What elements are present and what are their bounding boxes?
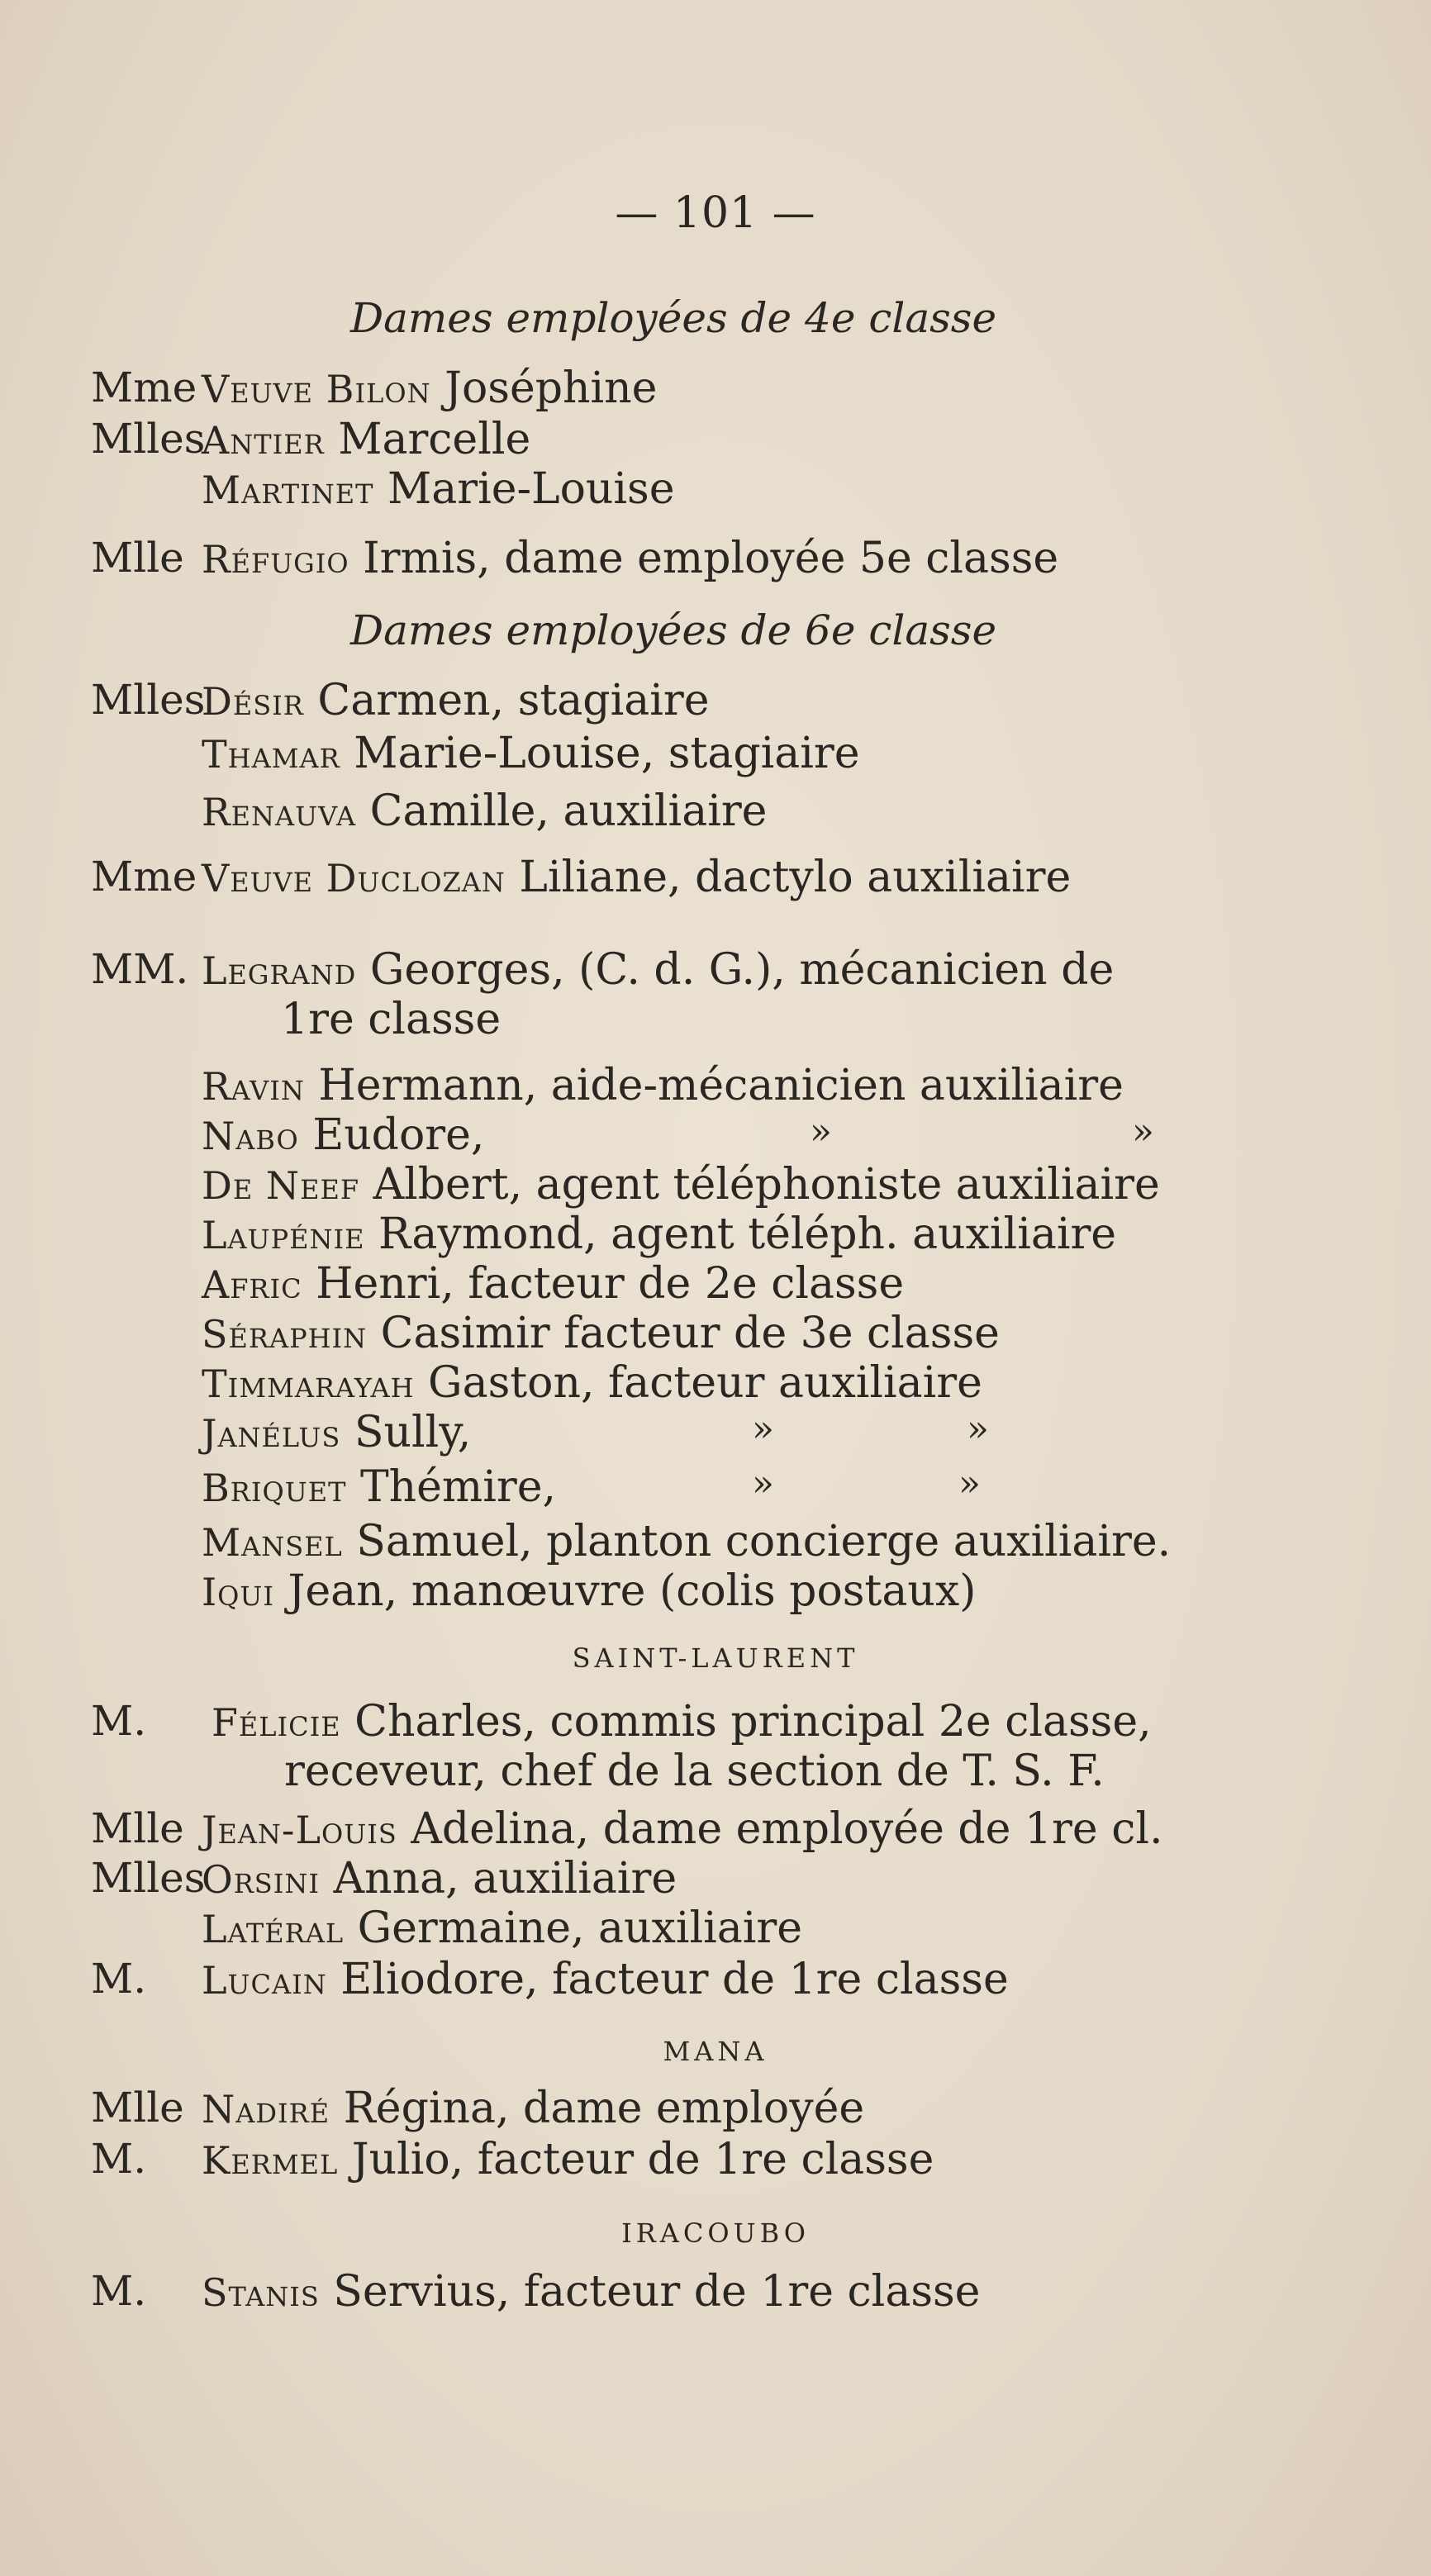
entry-text: Gaston, facteur auxiliaire [414,1358,982,1408]
honorific: Mlle [91,2084,184,2132]
list-item [0,787,1431,838]
list-item [0,1358,1431,1409]
entry-text: Irmis, dame employée 5e classe [349,534,1059,583]
honorific: Mlles [91,676,206,724]
surname: Martinet [202,468,374,512]
honorific: Mme [91,853,197,901]
surname: Veuve Duclozan [202,856,506,901]
honorific: Mlle [91,534,184,582]
list-item [0,676,1431,727]
list-item [0,1259,1431,1310]
entry-text: Marcelle [324,415,531,464]
surname: Thamar [202,732,340,777]
entry-text: Casimir facteur de 3e classe [367,1309,1000,1358]
entry-text: Eudore, [298,1110,485,1160]
surname: Séraphin [202,1312,368,1357]
entry-text: Servius, facteur de 1re classe [319,2267,981,2317]
entry-text: Raymond, agent téléph. auxiliaire [364,1210,1117,1259]
entry-text: Samuel, planton concierge auxiliaire. [342,1517,1172,1566]
list-item [0,1955,1431,2006]
honorific: Mlles [91,415,206,463]
list-item [0,945,1431,996]
surname: Latéral [202,1907,345,1951]
list-item [0,1854,1431,1905]
entry-text: Joséphine [430,364,658,413]
list-item [0,1210,1431,1261]
entry-text: Camille, auxiliaire [356,787,768,836]
list-item [0,1462,1431,1514]
entry-text: Henri, facteur de 2e classe [302,1259,905,1309]
surname: Iqui [202,1570,275,1614]
surname: Désir [202,679,304,724]
surname: Ravin [202,1064,305,1109]
surname: Mansel [202,1520,343,1565]
place-heading-iracoubo: IRACOUBO [621,2217,810,2249]
entry-text: Julio, facteur de 1re classe [338,2135,934,2184]
honorific: M. [91,1955,147,2003]
surname: Félicie [212,1700,341,1745]
honorific: M. [91,2135,147,2183]
entry-text: Jean, manœuvre (colis postaux) [274,1566,977,1616]
entry-text: Eliodore, facteur de 1re classe [326,1955,1009,2004]
entry-text: Marie-Louise, stagiaire [340,729,860,778]
surname: Lucain [202,1958,327,2003]
entry-text: Adelina, dame employée de 1re cl. [397,1804,1163,1854]
list-item-continuation [0,995,1431,1046]
list-item [0,534,1431,585]
entry-continuation: 1re classe [281,995,502,1044]
surname: Janélus [202,1411,341,1456]
list-item [0,1309,1431,1360]
list-item [0,1110,1431,1162]
surname: Briquet [202,1466,347,1510]
entry-text: Anna, auxiliaire [320,1854,677,1903]
surname: Jean-Louis [202,1808,397,1852]
list-item [0,1804,1431,1856]
entry-text: Carmen, stagiaire [303,676,710,725]
list-item [0,1517,1431,1568]
honorific: Mlle [91,1804,184,1852]
surname: De Neef [202,1163,360,1208]
ditto-mark: » [752,1408,774,1450]
list-item [0,364,1431,415]
honorific: Mlles [91,1854,206,1902]
ditto-mark: » [967,1408,989,1450]
entry-text: Georges, (C. d. G.), mécanicien de [356,945,1115,995]
surname: Veuve Bilon [202,367,431,411]
list-item [0,464,1431,516]
surname: Nabo [202,1114,299,1158]
honorific: Mme [91,364,197,411]
entry-text: Charles, commis principal 2e classe, [340,1697,1152,1747]
list-item [0,1408,1431,1459]
surname: Antier [202,418,325,463]
ditto-mark: » [810,1110,832,1153]
list-item [0,1697,1431,1748]
place-heading-mana: MANA [663,2036,768,2067]
entry-text: Régina, dame employée [330,2084,865,2133]
entry-text: Germaine, auxiliaire [344,1903,802,1953]
honorific: M. [91,1697,147,1745]
ditto-mark: » [1132,1110,1154,1153]
section-heading-dames-6e: Dames employées de 6e classe [350,606,997,654]
list-item [0,2084,1431,2135]
surname: Renauva [202,790,357,834]
list-item [0,2267,1431,2318]
list-item [0,1566,1431,1618]
ditto-mark: » [752,1462,774,1504]
entry-text: Sully, [340,1408,472,1457]
entry-text: Albert, agent téléphoniste auxiliaire [359,1160,1160,1210]
section-heading-dames-4e: Dames employées de 4e classe [350,294,997,342]
list-item [0,2135,1431,2186]
entry-text: Liliane, dactylo auxiliaire [505,853,1072,902]
list-item [0,1061,1431,1112]
list-item [0,729,1431,780]
surname: Timmarayah [202,1362,415,1406]
entry-continuation: receveur, chef de la section de T. S. F. [284,1747,1105,1796]
list-item [0,853,1431,904]
honorific: MM. [91,945,189,993]
surname: Laupénie [202,1213,365,1257]
place-heading-saint-laurent: SAINT-LAURENT [572,1642,859,1674]
surname: Stanis [202,2270,320,2315]
page-number: — 101 — [615,188,816,238]
list-item [0,415,1431,466]
list-item-continuation [0,1747,1431,1798]
ditto-mark: » [958,1462,981,1504]
entry-text: Hermann, aide-mécanicien auxiliaire [304,1061,1124,1110]
surname: Réfugio [202,537,349,582]
list-item [0,1160,1431,1211]
surname: Kermel [202,2138,339,2183]
surname: Afric [202,1262,302,1307]
entry-text: Marie-Louise [373,464,675,514]
surname: Orsini [202,1857,321,1902]
list-item [0,1903,1431,1955]
honorific: M. [91,2267,147,2315]
entry-text: Thémire, [346,1462,557,1512]
surname: Legrand [202,948,357,993]
surname: Nadiré [202,2087,330,2132]
